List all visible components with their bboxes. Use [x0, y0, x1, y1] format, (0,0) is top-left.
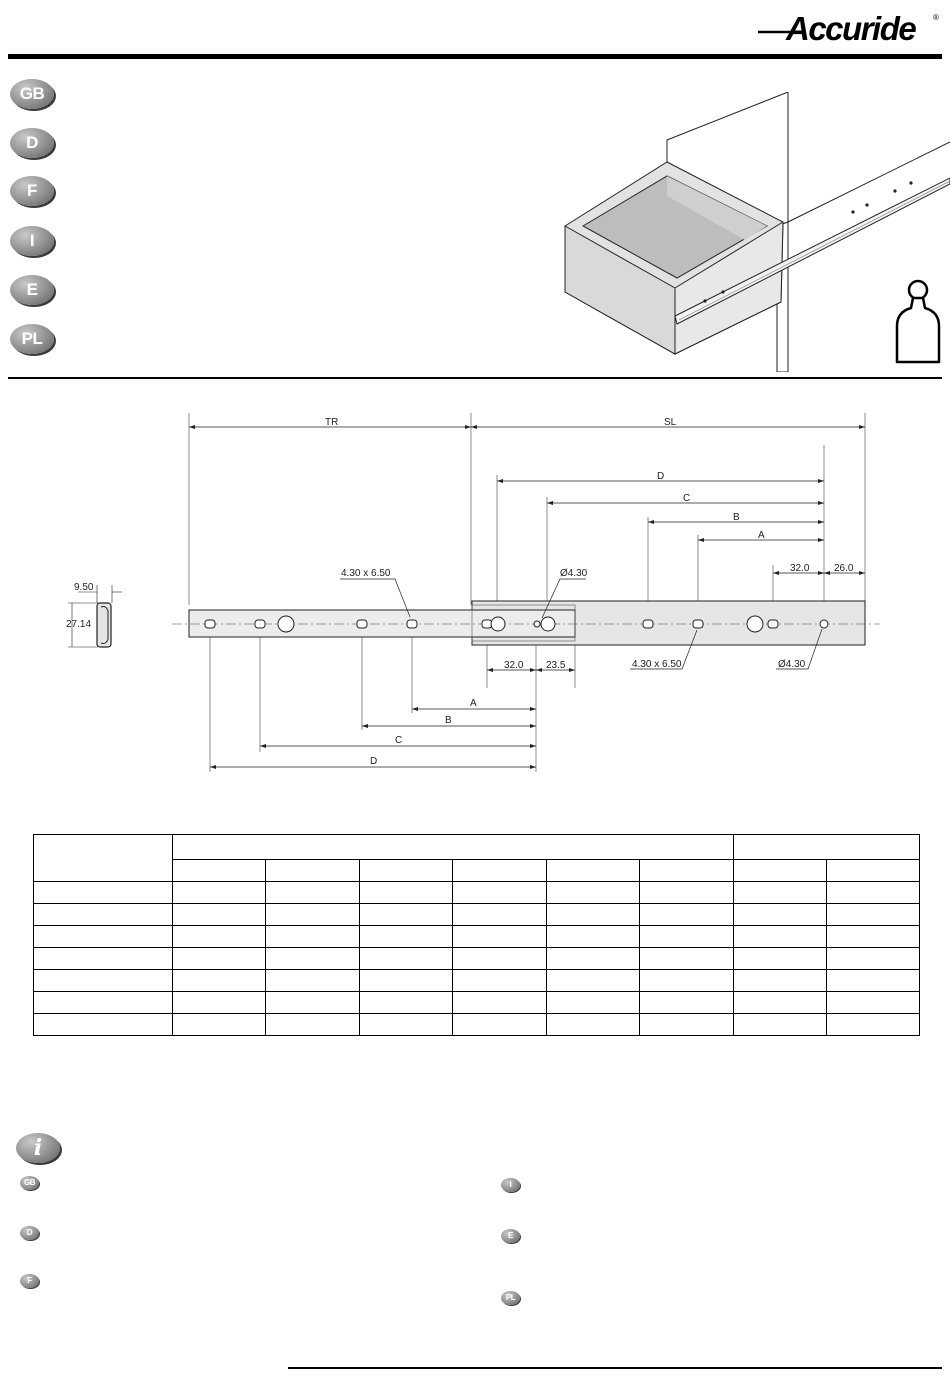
weight-icon — [893, 278, 943, 364]
table-header-group-a — [173, 835, 734, 860]
lang-badge-f: F — [10, 176, 54, 206]
table-row — [34, 882, 920, 904]
dim-c-bottom-label: C — [395, 735, 403, 746]
table-subheader — [640, 860, 734, 882]
dim-a-top-label: A — [758, 530, 765, 541]
slide-dimension-drawing — [0, 405, 950, 785]
dim-tr-label: TR — [325, 417, 339, 428]
table-row — [34, 970, 920, 992]
table-subheader — [827, 860, 920, 882]
accuride-logo — [756, 4, 942, 48]
slot-right-label: 4.30 x 6.50 — [632, 659, 682, 670]
lang-badge-pl: PL — [10, 324, 54, 354]
table-header-model — [34, 835, 173, 882]
table-subheader — [734, 860, 827, 882]
dim-d-bottom-label: D — [370, 756, 378, 767]
trademark-symbol: ® — [933, 13, 939, 22]
dim-sl-label: SL — [664, 417, 677, 428]
note-badge-e: E — [501, 1229, 520, 1243]
lang-badge-i: I — [10, 226, 54, 256]
section-rule — [8, 377, 942, 379]
header-rule — [8, 54, 942, 59]
table-subheader — [266, 860, 360, 882]
dim-32-top-label: 32.0 — [790, 563, 810, 574]
note-badge-f: F — [20, 1274, 39, 1288]
table-subheader — [453, 860, 547, 882]
dim-a-bottom-label: A — [470, 698, 477, 709]
footer-rule — [288, 1367, 942, 1369]
specification-table — [33, 834, 920, 1036]
table-body — [34, 882, 920, 1036]
dim-b-top-label: B — [733, 512, 740, 523]
dim-c-top-label: C — [683, 493, 691, 504]
dim-b-bottom-label: B — [445, 715, 452, 726]
note-badge-pl: PL — [501, 1291, 520, 1305]
table-subheader — [173, 860, 266, 882]
lang-badge-d: D — [10, 128, 54, 158]
table-header-group-b — [734, 835, 920, 860]
profile-width-label: 9.50 — [74, 582, 94, 593]
table-row — [34, 926, 920, 948]
table-row — [34, 948, 920, 970]
hole-left-label: Ø4.30 — [560, 568, 588, 579]
drawer-cabinet-illustration — [555, 92, 950, 372]
brand-name: Accuride — [786, 10, 916, 47]
dim-26-label: 26.0 — [834, 563, 854, 574]
table-subheader — [360, 860, 453, 882]
profile-cross-section — [66, 582, 122, 647]
slot-left-label: 4.30 x 6.50 — [341, 568, 391, 579]
table-subheader — [547, 860, 640, 882]
lang-badge-gb: GB — [10, 79, 54, 109]
dim-23-label: 23.5 — [546, 660, 566, 671]
dim-32-bottom-label: 32.0 — [504, 660, 524, 671]
table-row — [34, 904, 920, 926]
profile-height-label: 27.14 — [66, 619, 92, 630]
lang-badge-e: E — [10, 275, 54, 305]
dim-d-top-label: D — [657, 471, 665, 482]
note-badge-i: I — [501, 1178, 520, 1192]
table-row — [34, 1014, 920, 1036]
note-badge-d: D — [20, 1226, 39, 1240]
note-badge-gb: GB — [20, 1176, 39, 1190]
info-icon: i — [16, 1133, 60, 1163]
table-row — [34, 992, 920, 1014]
hole-right-label: Ø4.30 — [778, 659, 806, 670]
